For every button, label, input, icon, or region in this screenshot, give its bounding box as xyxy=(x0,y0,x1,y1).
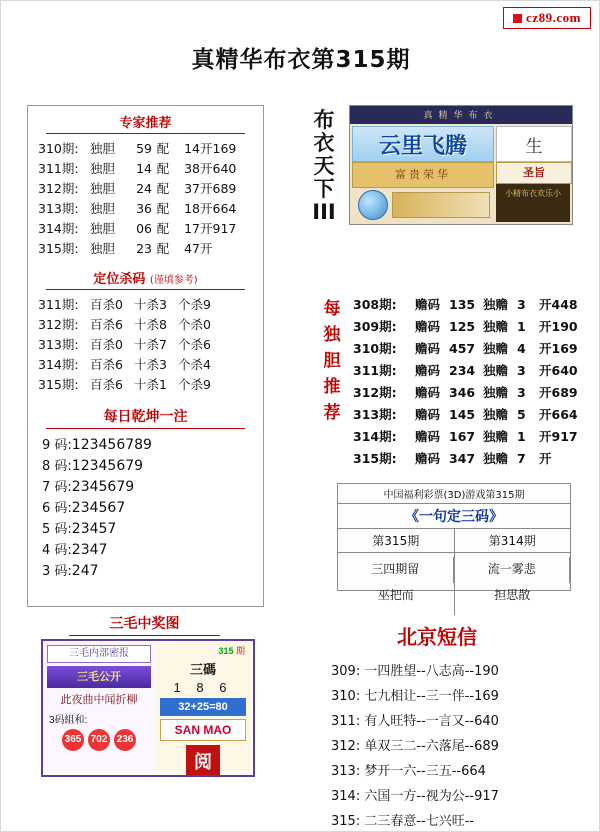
recommend-dan: 1 xyxy=(517,429,526,444)
daily-value: 2345679 xyxy=(71,479,135,495)
recommend-dan: 1 xyxy=(517,319,526,334)
table-cell-line: 三四期留 xyxy=(338,557,454,583)
recommend-row xyxy=(353,337,578,359)
page-title: 真精华布衣第315期 xyxy=(191,47,411,73)
table-cell-line: 巫把而 xyxy=(377,588,414,602)
kill-units: 个杀0 xyxy=(178,317,211,332)
expert-period: 311期: xyxy=(38,161,79,176)
table-subtitle: 《一句定三码》 xyxy=(338,504,570,529)
kill-row xyxy=(28,294,263,314)
recommend-kai: 开640 xyxy=(539,363,578,378)
kill-row xyxy=(28,374,263,394)
expert-num2: 38 xyxy=(184,161,200,176)
banner-mid-text: 富贵荣华 xyxy=(352,162,494,188)
expert-kai: 开664 xyxy=(200,201,237,216)
expert-num2: 18 xyxy=(184,201,200,216)
expert-period: 313期: xyxy=(38,201,79,216)
logo-text: cz89.com xyxy=(526,10,581,25)
divider xyxy=(46,289,245,290)
recommend-period: 314期: xyxy=(353,429,397,444)
expert-kai: 开689 xyxy=(200,181,237,196)
table-cell-line: 流一雾悲 xyxy=(455,557,571,583)
recommend-kai: 开190 xyxy=(539,319,578,334)
expert-pei-label: 配 xyxy=(156,181,170,196)
kill-period: 313期: xyxy=(38,337,79,352)
recommend-row xyxy=(353,315,578,337)
banner-bottom-text: 小精布衣欢乐小 xyxy=(496,184,570,222)
smz-tag: 三毛内部密报 xyxy=(47,645,151,663)
table-cell-line: 担思散 xyxy=(494,588,531,602)
bjdx-row: 309: 一四胜望--八志高--190 xyxy=(331,664,499,679)
kill-tens: 十杀3 xyxy=(134,357,167,372)
daily-row xyxy=(28,559,263,580)
expert-kai: 开917 xyxy=(200,221,237,236)
expert-pei-label: 配 xyxy=(156,241,170,256)
kill-period: 315期: xyxy=(38,377,79,392)
bjdx-row: 314: 六国一方--视为公--917 xyxy=(331,789,499,804)
expert-dan-label: 独胆 xyxy=(90,201,116,216)
smz-period-unit: 期 xyxy=(235,646,245,656)
kill-hundreds: 百杀6 xyxy=(90,357,123,372)
bjdx-row: 313: 梦开一六--三五--664 xyxy=(331,764,486,779)
bjdx-row: 310: 七九相让--三一伴--169 xyxy=(331,689,499,704)
recommend-code-label: 赡码 xyxy=(415,341,441,356)
expert-pei-label: 配 xyxy=(156,201,170,216)
banner-white-text: 生 xyxy=(525,136,543,156)
smz-sanma-label: 三碼 xyxy=(189,662,216,677)
expert-num1: 36 xyxy=(136,201,152,216)
divider xyxy=(46,428,245,429)
expert-row xyxy=(28,158,263,178)
recommend-dan-label: 独赡 xyxy=(483,385,509,400)
recommend-code-label: 赡码 xyxy=(415,385,441,400)
recommend-dan-label: 独赡 xyxy=(483,319,509,334)
kill-hundreds: 百杀6 xyxy=(90,377,123,392)
banner-circle-icon xyxy=(358,190,388,220)
recommend-row xyxy=(353,293,578,315)
expert-pei-label: 配 xyxy=(156,221,170,236)
smz-period xyxy=(155,641,251,657)
expert-num2: 37 xyxy=(184,181,200,196)
expert-period: 314期: xyxy=(38,221,79,236)
table-header-row xyxy=(338,529,570,553)
expert-num1: 23 xyxy=(136,241,152,256)
smz-poem-line: 此夜曲中闻折柳 xyxy=(60,694,138,706)
kill-period: 314期: xyxy=(38,357,79,372)
bjdx-rows xyxy=(331,657,581,832)
banner-block xyxy=(301,105,573,230)
recommend-dan-label: 独赡 xyxy=(483,451,509,466)
recommend-dan: 5 xyxy=(517,407,526,422)
expert-kai: 开640 xyxy=(200,161,237,176)
expert-period: 315期: xyxy=(38,241,79,256)
kill-units: 个杀9 xyxy=(178,377,211,392)
recommend-code-label: 赡码 xyxy=(415,363,441,378)
recommend-code: 135 xyxy=(449,297,476,312)
recommend-period: 315期: xyxy=(353,451,397,466)
bjdx-row: 311: 有人旺特--一言又--640 xyxy=(331,714,499,729)
banner-blue-text: 云里飞腾 xyxy=(378,133,467,159)
three-code-table xyxy=(337,483,571,602)
kill-tens: 十杀7 xyxy=(134,337,167,352)
expert-num2: 17 xyxy=(184,221,200,236)
recommend-dan-label: 独赡 xyxy=(483,297,509,312)
recommend-kai: 开689 xyxy=(539,385,578,400)
recommend-code-label: 赡码 xyxy=(415,319,441,334)
daily-key: 4 码: xyxy=(42,543,72,558)
expert-rows xyxy=(28,138,263,258)
expert-num1: 06 xyxy=(136,221,152,236)
expert-dan-label: 独胆 xyxy=(90,241,116,256)
recommend-code: 125 xyxy=(449,319,476,334)
daily-row xyxy=(28,454,263,475)
expert-num1: 59 xyxy=(136,141,152,156)
banner-dragon-icon xyxy=(392,192,490,218)
recommend-dan-label: 独赡 xyxy=(483,363,509,378)
bjdx-section-title: 北京短信 xyxy=(397,625,477,649)
expert-num1: 24 xyxy=(136,181,152,196)
recommend-kai: 开664 xyxy=(539,407,578,422)
recommend-period: 311期: xyxy=(353,363,397,378)
recommend-kai: 开 xyxy=(539,451,552,466)
kill-hundreds: 百杀0 xyxy=(90,337,123,352)
expert-kai: 开 xyxy=(200,241,213,256)
recommend-dan: 3 xyxy=(517,363,526,378)
smz-left-column xyxy=(43,641,155,771)
table-cell-left xyxy=(338,553,455,615)
banner-blue-plate xyxy=(352,126,494,162)
expert-row xyxy=(28,198,263,218)
daily-key: 9 码: xyxy=(42,438,72,453)
kill-tens: 十杀3 xyxy=(134,297,167,312)
recommend-code: 234 xyxy=(449,363,476,378)
smz-ball: 702 xyxy=(88,729,110,751)
recommend-code: 145 xyxy=(449,407,476,422)
left-panel xyxy=(27,105,264,607)
daily-section-title: 每日乾坤一注 xyxy=(103,409,188,425)
banner-white-plate xyxy=(496,126,572,162)
smz-image xyxy=(41,639,255,777)
divider xyxy=(69,635,220,636)
kill-tens: 十杀8 xyxy=(134,317,167,332)
kill-head-note: (谨填参考) xyxy=(149,275,198,286)
expert-dan-label: 独胆 xyxy=(90,221,116,236)
recommend-dan-label: 独赡 xyxy=(483,429,509,444)
recommend-row xyxy=(353,381,578,403)
kill-units: 个杀6 xyxy=(178,337,211,352)
kill-row xyxy=(28,334,263,354)
expert-num1: 14 xyxy=(136,161,152,176)
recommend-code-label: 赡码 xyxy=(415,429,441,444)
recommend-code: 167 xyxy=(449,429,476,444)
expert-dan-label: 独胆 xyxy=(90,181,116,196)
bjdx-row: 315: 二三春意--七兴旺-- xyxy=(331,814,475,829)
expert-num2: 47 xyxy=(184,241,200,256)
recommend-dan: 7 xyxy=(517,451,526,466)
kill-rows xyxy=(28,294,263,394)
daily-value: 12345679 xyxy=(71,458,144,474)
smz-seal: 阅 xyxy=(186,745,220,777)
bjdx-row: 312: 单双三二--六落尾--689 xyxy=(331,739,499,754)
recommend-row xyxy=(353,425,578,447)
table-caption: 中国福利彩票(3D)游戏第315期 xyxy=(338,484,570,504)
recommend-code-label: 赡码 xyxy=(415,407,441,422)
expert-pei-label: 配 xyxy=(156,141,170,156)
recommend-row xyxy=(353,447,565,469)
expert-row xyxy=(28,178,263,198)
banner-image xyxy=(349,105,573,225)
kill-hundreds: 百杀0 xyxy=(90,297,123,312)
smz-digits: 1 8 6 xyxy=(173,680,233,695)
expert-dan-label: 独胆 xyxy=(90,141,116,156)
daily-key: 8 码: xyxy=(42,459,72,474)
recommend-dan-label: 独赡 xyxy=(483,341,509,356)
kill-units: 个杀9 xyxy=(178,297,211,312)
recommend-kai: 开917 xyxy=(539,429,578,444)
logo-square-icon xyxy=(513,14,522,23)
daily-rows xyxy=(28,433,263,580)
table-header-right: 第314期 xyxy=(488,534,536,548)
banner-top-strip: 真精华布衣 xyxy=(350,106,572,124)
banner-vertical-title: 布衣天下III xyxy=(312,108,336,224)
smz-title-text: 三毛中奖图 xyxy=(109,616,180,632)
kill-head-text: 定位杀码 xyxy=(93,272,146,287)
daily-key: 7 码: xyxy=(42,480,72,495)
recommend-period: 308期: xyxy=(353,297,397,312)
smz-purple-banner: 三毛公开 xyxy=(47,666,151,688)
expert-row xyxy=(28,218,263,238)
kill-section-title xyxy=(28,268,263,287)
kill-row xyxy=(28,314,263,334)
table-cell-right xyxy=(455,553,571,615)
kill-tens: 十杀1 xyxy=(134,377,167,392)
daily-value: 247 xyxy=(71,563,99,579)
recommend-row xyxy=(353,359,578,381)
recommend-vertical-title: 每独胆推荐 xyxy=(323,299,341,423)
recommend-dan: 3 xyxy=(517,297,526,312)
recommend-period: 313期: xyxy=(353,407,397,422)
banner-seal-text: 圣旨 xyxy=(496,162,572,184)
smz-ball: 365 xyxy=(62,729,84,751)
kill-row xyxy=(28,354,263,374)
expert-num2: 14 xyxy=(184,141,200,156)
recommend-period: 310期: xyxy=(353,341,397,356)
smz-right-column xyxy=(155,641,251,771)
recommend-row xyxy=(353,403,578,425)
daily-row xyxy=(28,538,263,559)
recommend-code: 347 xyxy=(449,451,476,466)
smz-section-title xyxy=(27,613,262,636)
daily-row xyxy=(28,475,263,496)
recommend-kai: 开169 xyxy=(539,341,578,356)
recommend-rows xyxy=(353,293,578,469)
expert-period: 310期: xyxy=(38,141,79,156)
daily-key: 6 码: xyxy=(42,501,72,516)
daily-row xyxy=(28,433,263,454)
smz-equation: 32+25=80 xyxy=(160,698,246,716)
recommend-code-label: 赡码 xyxy=(415,451,441,466)
kill-period: 312期: xyxy=(38,317,79,332)
kill-hundreds: 百杀6 xyxy=(90,317,123,332)
kill-period: 311期: xyxy=(38,297,79,312)
recommend-kai: 开448 xyxy=(539,297,578,312)
daily-row xyxy=(28,517,263,538)
recommend-dan: 4 xyxy=(517,341,526,356)
daily-key: 5 码: xyxy=(42,522,72,537)
recommend-code-label: 赡码 xyxy=(415,297,441,312)
daily-value: 2347 xyxy=(71,542,108,558)
table-body-row xyxy=(338,553,570,615)
site-logo xyxy=(503,7,591,29)
expert-dan-label: 独胆 xyxy=(90,161,116,176)
recommend-period: 312期: xyxy=(353,385,397,400)
daily-key: 3 码: xyxy=(42,564,72,579)
recommend-code: 346 xyxy=(449,385,476,400)
daily-value: 123456789 xyxy=(71,437,152,453)
smz-he-label: 3码組和: xyxy=(49,715,88,726)
daily-value: 234567 xyxy=(71,500,126,516)
recommend-dan: 3 xyxy=(517,385,526,400)
divider xyxy=(46,133,245,134)
recommend-period: 309期: xyxy=(353,319,397,334)
daily-value: 23457 xyxy=(71,521,117,537)
recommend-dan-label: 独赡 xyxy=(483,407,509,422)
expert-pei-label: 配 xyxy=(156,161,170,176)
smz-period-number: 315 xyxy=(218,646,234,656)
expert-row xyxy=(28,238,263,258)
smz-balls xyxy=(43,729,155,751)
smz-ball: 236 xyxy=(114,729,136,751)
daily-row xyxy=(28,496,263,517)
table-header-left: 第315期 xyxy=(338,529,455,552)
kill-units: 个杀4 xyxy=(178,357,211,372)
expert-kai: 开169 xyxy=(200,141,237,156)
expert-period: 312期: xyxy=(38,181,79,196)
expert-section-title: 专家推荐 xyxy=(119,116,172,131)
recommend-code: 457 xyxy=(449,341,476,356)
expert-row xyxy=(28,138,263,158)
smz-brand: SAN MAO xyxy=(160,719,246,741)
